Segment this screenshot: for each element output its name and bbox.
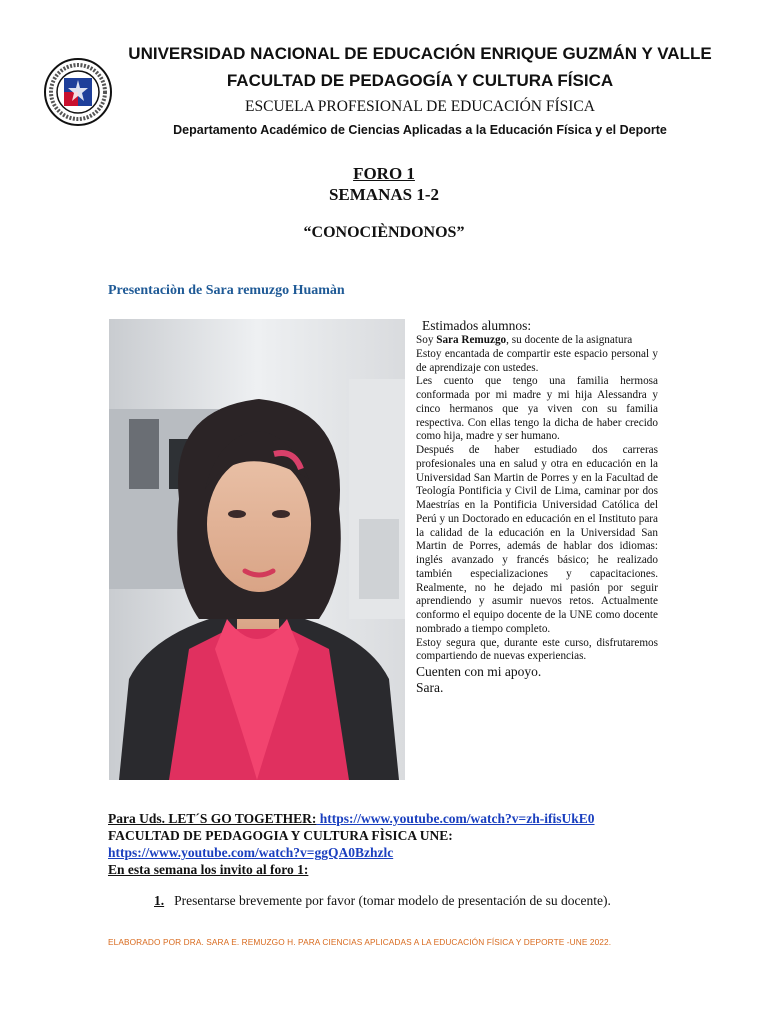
bio-paragraph-3: Después de haber estudiado dos carreras profesionales una en salud y otra en educación en la Universidad San Martin de Porres y en la Facultad de Teología Pontificia y Civil de Lima, caminar por dos Maestrías en la Pontificia Universidad Católica del Perú y un Doctorado en educación en el Instituto para la calidad de la educación en la Universidad San Martin de Porres, además de hablar dos idiomas: inglés avanzado y francés básico; he realizado también especializaciones y capacitaciones. Realmente, no he dejado mi pasión por seguir aprendiendo y asumir nuevos retos. Actualmente conformo el equipo docente de la UNE como docente nombrado a tiempo completo. bbox=[416, 444, 658, 635]
youtube-link-2[interactable]: https://www.youtube.com/watch?v=ggQA0Bzhzlc bbox=[108, 845, 394, 860]
department-name: Departamento Académico de Ciencias Aplicadas a la Educación Física y el Deporte bbox=[173, 123, 667, 137]
invite-line bbox=[108, 861, 668, 878]
link-line-3 bbox=[108, 844, 668, 861]
teacher-bio bbox=[416, 318, 658, 696]
school-name: ESCUELA PROFESIONAL DE EDUCACIÓN FÍSICA bbox=[245, 98, 595, 115]
link-2-label: FACULTAD DE PEDAGOGIA Y CULTURA FÌSICA UNE: bbox=[108, 828, 453, 843]
task-item-1 bbox=[154, 893, 611, 909]
faculty-name: FACULTAD DE PEDAGOGÍA Y CULTURA FÍSICA bbox=[226, 71, 614, 90]
bio-paragraph-2: Les cuento que tengo una familia hermosa conformada por mi madre y mi hija Alessandra y cinco hermanos que ya viven con su familia respectiva. Con ellas tengo la dicha de haber crecido como hija, madre y ser humano. bbox=[416, 375, 658, 443]
bio-paragraph-1: Estoy encantada de compartir este espacio personal y de aprendizaje con ustedes. bbox=[416, 347, 658, 374]
link-line-1 bbox=[108, 810, 668, 827]
bio-signature: Sara. bbox=[416, 680, 444, 695]
footer-credit: ELABORADO POR DRA. SARA E. REMUZGO H. PARA CIENCIAS APLICADAS A LA EDUCACIÓN FÍSICA Y DEPORTE -UNE 2022. bbox=[108, 937, 612, 947]
bio-greeting: Estimados alumnos: bbox=[422, 318, 532, 333]
presentation-heading: Presentaciòn de Sara remuzgo Huamàn bbox=[108, 283, 345, 298]
bio-intro-name: Sara Remuzgo bbox=[436, 334, 507, 346]
bio-paragraph-4: Estoy segura que, durante este curso, disfrutaremos compartiendo de nuevas experiencias. bbox=[416, 636, 658, 663]
bio-closing: Cuenten con mi apoyo. bbox=[416, 664, 542, 679]
teacher-portrait-photo bbox=[109, 319, 405, 780]
link-line-2 bbox=[108, 827, 668, 844]
university-name: UNIVERSIDAD NACIONAL DE EDUCACIÓN ENRIQUE GUZMÁN Y VALLE bbox=[128, 44, 712, 63]
youtube-link-1[interactable]: https://www.youtube.com/watch?v=zh-ifisUkE0 bbox=[316, 811, 595, 826]
invite-text: En esta semana los invito al foro 1: bbox=[108, 862, 309, 877]
bio-intro bbox=[416, 334, 658, 348]
task-item-text: Presentarse brevemente por favor (tomar modelo de presentación de su docente). bbox=[174, 893, 611, 908]
links-section bbox=[108, 810, 668, 878]
forum-title bbox=[240, 164, 528, 184]
task-item-number: 1. bbox=[154, 893, 165, 908]
forum-title-text: FORO 1 bbox=[353, 164, 415, 183]
weeks-title: SEMANAS 1-2 bbox=[328, 185, 440, 204]
bio-intro-pre: Soy bbox=[416, 334, 437, 346]
link-1-label: Para Uds. LET´S GO TOGETHER: bbox=[108, 811, 317, 826]
bio-intro-post: , su docente de la asignatura bbox=[506, 334, 633, 346]
forum-subtitle: “CONOCIÈNDONOS” bbox=[303, 224, 465, 241]
